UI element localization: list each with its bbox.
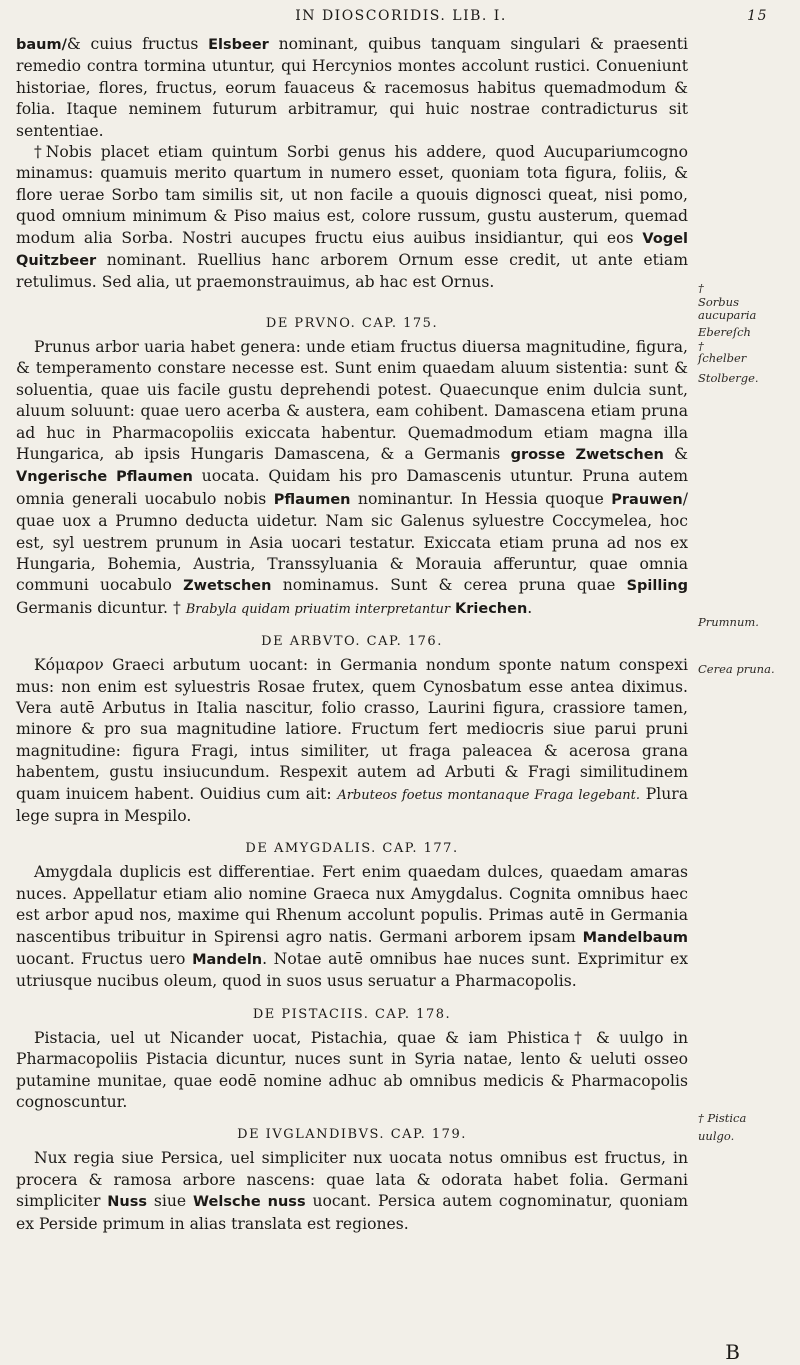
text-column: [16, 337, 688, 620]
paragraph: [16, 655, 688, 827]
page-number: 15: [747, 8, 768, 24]
margin-note: † Pistica: [698, 1111, 747, 1125]
margin-note: Prumnum.: [698, 615, 759, 629]
blackletter-term: Prauwen: [611, 491, 683, 508]
margin-note: Ebereſch: [698, 325, 751, 339]
chapter-heading: DE ARBVTO. CAP. 176.: [261, 634, 443, 650]
text-run: Pistacia, uel ut Nicander uocat, Pistachia, quae & iam Phistica† & uulgo in Pharmacopoliis Pistacia dicuntur, nuces sunt in Syria natae, lento & ueluti osseo putamine munitae, quae eodē nomine adhuc ab omnibus medicis & Pharmacopolis cognoscuntur.: [16, 1028, 688, 1112]
running-title: IN DIOSCORIDIS. LIB. I.: [295, 8, 507, 24]
running-head: [16, 8, 786, 34]
italic-run: Arbuteos foetus montanaque Fraga legebant.: [337, 787, 640, 803]
chapter-heading: DE AMYGDALIS. CAP. 177.: [245, 841, 459, 857]
blackletter-term: Vogel Quitzbeer: [16, 230, 688, 270]
paragraph: [16, 34, 688, 142]
text-run: &: [663, 444, 688, 463]
signature-mark: B: [725, 1340, 740, 1364]
body-text: [16, 34, 786, 1235]
text-run: nominantur. In Hessia quoque: [350, 489, 612, 508]
text-run: / quae uox a Prumno deducta uidetur. Nam sic Galenus syluestre Coccymelea, hoc est, syl uestrem prunum in Asia uocari testatur. Exiccata etiam pruna ad nos ex Hungaria, Bohemia, Austria, Transsyluania & Morauia afferuntur, quae omnia communi uocabulo: [16, 489, 688, 595]
blackletter-term: Vngerische Pflaumen: [16, 469, 193, 486]
margin-note: Stolberge.: [698, 371, 759, 385]
text-run: uocata. Quidam his pro Damascenis utuntur. Pruna autem omnia generali uocabulo nobis: [16, 467, 688, 508]
text-column: [16, 1028, 688, 1114]
blackletter-term: Spilling: [626, 578, 688, 595]
paragraph: [16, 337, 688, 620]
text-run: siue: [147, 1192, 194, 1211]
blackletter-term: Nuss: [107, 1194, 148, 1211]
paragraph: [16, 142, 688, 294]
text-run: & cuius fructus: [66, 35, 209, 53]
text-column: [16, 34, 688, 294]
text-run: Plura lege supra in Mespilo.: [16, 784, 688, 825]
margin-note: †: [698, 281, 704, 295]
blackletter-term: Mandeln: [192, 952, 263, 969]
chapter-heading: DE PRVNO. CAP. 175.: [265, 315, 439, 331]
margin-note: Sorbus aucuparia: [698, 295, 757, 322]
text-run: . Notae autē omnibus hae nuces sunt. Exprimitur ex utriusque nucibus oleum, quod in suos usus seruatur a Pharmacopolis.: [16, 950, 688, 991]
margin-note: ſchelber: [698, 351, 747, 365]
text-run: Nux regia siue Persica, uel simpliciter nux uocata notus omnibus est fructus, in procera & ramosa arbore nascens: quae lata & odorata habet folia. Germani simpliciter: [16, 1149, 688, 1211]
text-run: Prunus arbor uaria habet genera: unde etiam fructus diuersa magnitudine, figura, & temperamento constare necesse est. Sunt enim quaedam aluum sistentia: sunt & soluentia, quae uis facile gustu deprehendi potest. Quaecunque enim dulcia sunt, aluum soluunt: quae uero acerba & austera, eam cohibent. Damascena etiam pruna ad huc in Pharmacopoliis exiccata habentur. Quemadmodum etiam magna illa Hungarica, ab ipsis Hungaris Damascena, & a Germanis: [16, 337, 688, 463]
paragraph: [16, 1028, 688, 1114]
text-run: uocant. Fructus uero: [16, 950, 193, 969]
margin-note: uulgo.: [698, 1129, 735, 1143]
text-run: Germanis dicuntur. †: [16, 598, 186, 617]
blackletter-term: Mandelbaum: [582, 929, 688, 946]
blackletter-term: Elsbeer: [208, 37, 269, 53]
blackletter-term: grosse Zwetschen: [510, 446, 664, 463]
text-run: Amygdala duplicis est differentiae. Fert enim quaedam dulces, quaedam amaras nuces. Appellatur etiam alio nomine Graeca nux Amygdalus. Cognita omnibus haec est arbor apud nos, maxime qui Rhenum accolunt populis. Primas autē in Germania nascentibus tribuitur in Spirensi agro natis. Germani arborem ipsam: [16, 863, 688, 946]
text-run: nominant, quibus tanquam singulari & praesenti remedio contra tormina utuntur, qui Hercynios montes accolunt rustici. Conueniunt historiae, flores, fructus, eorum fauaceus & racemosus habitus quemadmodum & folia. Itaque neminem futurum arbitramur, qui huic nostrae contradicturus sit sententiae.: [16, 35, 688, 140]
blackletter-term: Zwetschen: [183, 578, 272, 595]
margin-note: †: [698, 339, 704, 353]
text-run: nominant. Ruellius hanc arborem Ornum esse credit, ut ante etiam retulimus. Sed alia, ut praemonstrauimus, ab hac est Ornus.: [16, 251, 688, 292]
paragraph: [16, 862, 688, 992]
text-column: [16, 1148, 688, 1235]
blackletter-term: baum/: [16, 37, 67, 53]
text-run: nominamus. Sunt & cerea pruna quae: [271, 576, 627, 595]
text-run: Κόμαρον Graeci arbutum uocant: in Germania nondum sponte natum conspexi mus: non enim est syluestris Rosae frutex, quem Cynosbatum esse antea diximus. Vera autē Arbutus in Italia nascitur, folio crasso, Laurini figura, crassiore tamen, minore & pro sua magnitudine latiore. Fructum fert mediocris siue parui pruni magnitudine: figura Fragi, intus similiter, ut fraga paleacea & acerosa grana habentem, gustu insiucundum. Respexit autem ad Arbuti & Fragi similitudinem quam inuicem habent. Ouidius cum ait:: [16, 656, 688, 803]
text-run: †Nobis placet etiam quintum Sorbi genus his addere, quod Aucupariumcogno minamus: quamuis merito quartum in numero esset, quoniam tota figura, foliis, & flore uerae Sorbo tam similis sit, ut non facile a quouis dignosci queat, nisi pomo, quod omnium minimum & Piso maius est, colore russum, gustu austerum, quemad modum alia Sorba. Nostri aucupes fructu eius auibus insidiantur, qui eos: [16, 143, 688, 247]
blackletter-term: Kriechen: [455, 600, 528, 617]
text-run: uocant. Persica autem cognominatur, quoniam ex Perside primum in alias translata est regiones.: [16, 1192, 688, 1233]
blackletter-term: Pflaumen: [273, 491, 351, 508]
text-column: [16, 655, 688, 827]
paragraph: [16, 1148, 688, 1235]
text-column: [16, 862, 688, 992]
chapter-heading: DE IVGLANDIBVS. CAP. 179.: [237, 1127, 467, 1143]
blackletter-term: Welsche nuss: [193, 1194, 306, 1211]
text-run: .: [527, 598, 533, 617]
chapter-heading: DE PISTACIIS. CAP. 178.: [252, 1006, 452, 1022]
italic-run: Brabyla quidam priuatim interpretantur: [185, 601, 451, 617]
margin-note: Cerea pruna.: [698, 662, 775, 676]
